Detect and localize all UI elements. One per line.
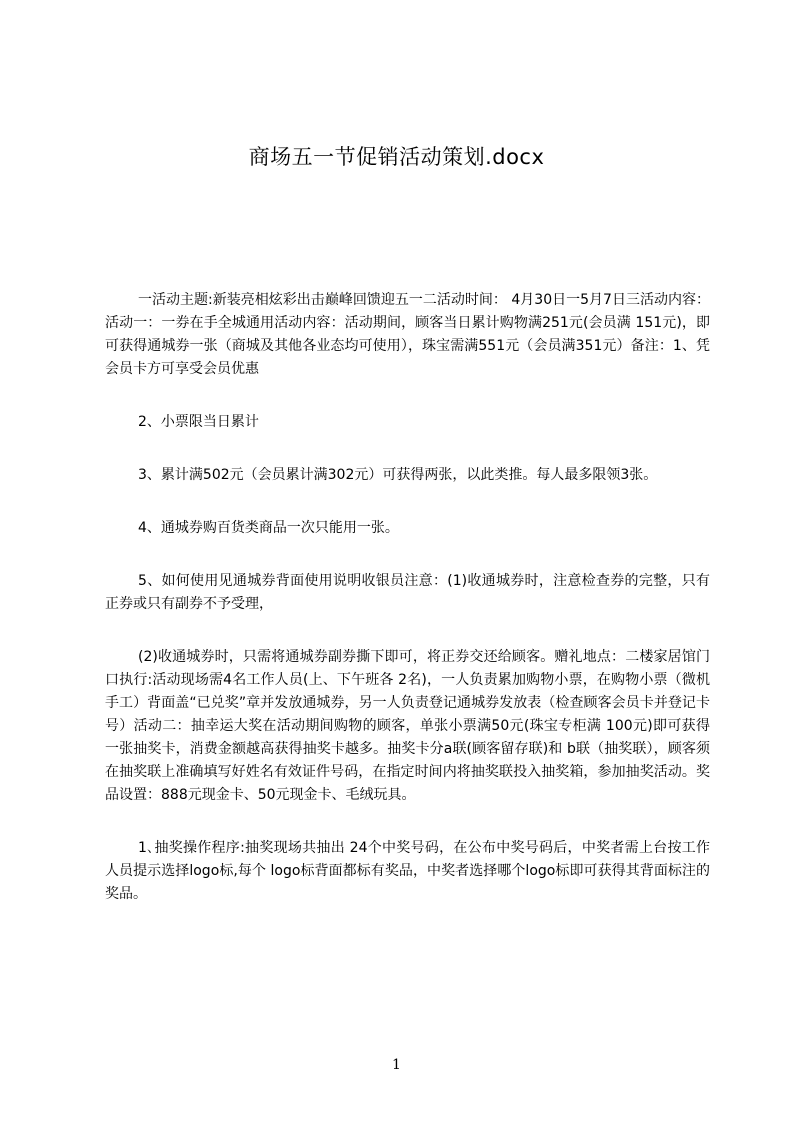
paragraph-cumulative-rule: 3、累计满502元（会员累计满302元）可获得两张，以此类推。每人最多限领3张。 xyxy=(138,467,658,483)
paragraph-activity-overview: 一活动主题:新装亮相炫彩出击巅峰回馈迎五一二活动时间： 4月30日一5月7日三活动内容：活动一：一券在手全城通用活动内容：活动期间，顾客当日累计购物满251元(会员满 151元)，即可获得通城券一张（商城及其他各业态均可使用），珠宝需满551元（会员满351元）备注：1、凭会员卡方可享受会员优惠 xyxy=(105,292,710,377)
page-number: 1 xyxy=(392,1057,401,1073)
document-title: 商场五一节促销活动策划.docx xyxy=(248,145,545,169)
paragraph-coupon-usage-limit: 4、通城券购百货类商品一次只能用一张。 xyxy=(138,520,399,536)
paragraph-cashier-notes: 5、如何使用见通城券背面使用说明收银员注意：(1)收通城券时，注意检查券的完整，只有正券或只有副券不予受理， xyxy=(105,573,710,612)
document-body xyxy=(105,289,710,930)
paragraph-lucky-draw: (2)收通城券时，只需将通城券副券撕下即可，将正券交还给顾客。赠礼地点：二楼家居馆门口执行:活动现场需4名工作人员(上、下午班各 2名)，一人负责累加购物小票，在购物小票（微机手工）背面盖“已兑奖”章并发放通城券，另一人负责登记通城券发放表（检查顾客会员卡并登记卡号）活动二：抽幸运大奖在活动期间购物的顾客，单张小票满50元(珠宝专柜满 100元)即可获得一张抽奖卡，消费金额越高获得抽奖卡越多。抽奖卡分a联(顾客留存联)和 b联（抽奖联），顾客须在抽奖联上准确填写好姓名有效证件号码，在指定时间内将抽奖联投入抽奖箱，参加抽奖活动。奖品设置：888元现金卡、50元现金卡、毛绒玩具。 xyxy=(105,649,710,803)
paragraph-receipt-rule: 2、小票限当日累计 xyxy=(138,414,259,430)
paragraph-draw-procedure: 1､抽奖操作程序:抽奖现场共抽出 24个中奖号码，在公布中奖号码后，中奖者需上台按工作人员提示选择logo标,每个 logo标背面都标有奖品，中奖者选择哪个logo标即可获得其背面标注的奖品。 xyxy=(105,840,710,902)
